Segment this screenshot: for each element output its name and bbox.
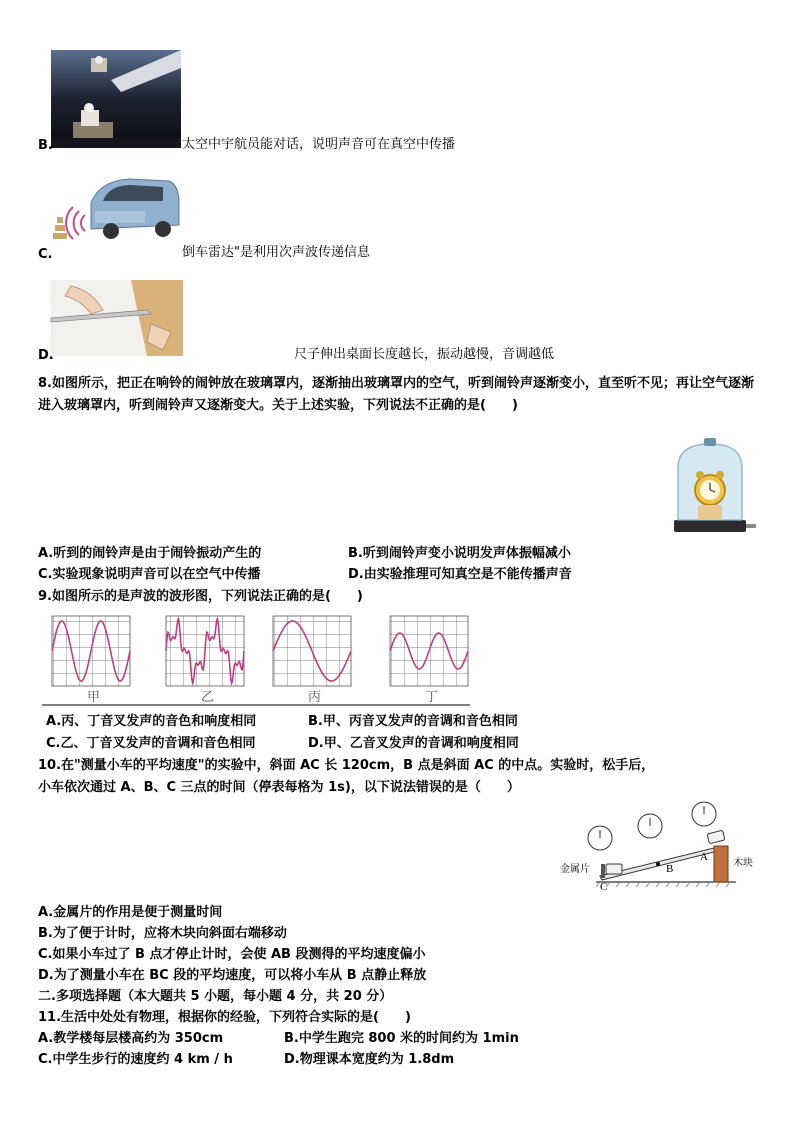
q9-option-b: B.甲、丙音叉发声的音调和音色相同	[308, 714, 518, 729]
waveform-label-jia: 甲	[87, 690, 101, 705]
q8-option-b: B.听到闹铃声变小说明发声体振幅减小	[348, 546, 571, 561]
incline-label-block: 木块	[733, 858, 753, 869]
astronaut-photo	[51, 50, 181, 148]
q7-option-d-letter: D.	[38, 348, 54, 363]
q10-option-c: C.如果小车过了 B 点才停止计时，会使 AB 段测得的平均速度偏小	[38, 947, 426, 962]
q8-option-a: A.听到的闹铃声是由于闹铃振动产生的	[38, 546, 262, 561]
q9-option-c: C.乙、丁音叉发声的音调和音色相同	[46, 736, 256, 751]
q8-stem: 8.如图所示，把正在响铃的闹钟放在玻璃罩内，逐渐抽出玻璃罩内的空气，听到闹铃声逐渐变小，直至听不见；再让空气逐渐进入玻璃罩内，听到闹铃声又逐渐变大。关于上述实验，下列说法不正确的是( )	[38, 376, 754, 413]
ruler-table-image	[51, 280, 183, 356]
car-radar-image	[51, 173, 181, 245]
incline-label-metal: 金属片	[560, 864, 590, 875]
q11-option-a: A.教学楼每层楼高约为 350cm	[38, 1031, 224, 1046]
q9-stem: 9.如图所示的是声波的波形图，下列说法正确的是( )	[38, 589, 363, 604]
q10-stem-line2: 小车依次通过 A、B、C 三点的时间（停表每格为 1s)，以下说法错误的是（ ）	[38, 780, 520, 795]
q7-option-d-text: 尺子伸出桌面长度越长，振动越慢，音调越低	[294, 347, 555, 362]
q10-stem-line1: 10.在"测量小车的平均速度"的实验中，斜面 AC 长 120cm，B 点是斜面 AC 的中点。实验时，松手后，	[38, 758, 655, 773]
q7-option-b-letter: B.	[38, 138, 53, 153]
q9-option-a: A.丙、丁音叉发声的音色和响度相同	[46, 714, 257, 729]
waveform-jia	[52, 616, 130, 686]
q7-option-c-text: 倒车雷达"是利用次声波传递信息	[182, 245, 370, 260]
q10-option-d: D.为了测量小车在 BC 段的平均速度，可以将小车从 B 点静止释放	[38, 968, 427, 983]
q8-option-c: C.实验现象说明声音可以在空气中传播	[38, 567, 261, 582]
waveform-figure	[40, 608, 472, 708]
waveform-ding	[390, 616, 468, 686]
waveform-label-yi: 乙	[201, 690, 215, 705]
q11-stem: 11.生活中处处有物理，根据你的经验，下列符合实际的是( )	[38, 1010, 411, 1025]
waveform-bing	[273, 616, 351, 686]
q9-option-d: D.甲、乙音叉发声的音调和响度相同	[308, 736, 519, 751]
waveform-label-bing: 丙	[308, 690, 322, 705]
section-2-heading: 二.多项选择题（本大题共 5 小题，每小题 4 分，共 20 分）	[38, 989, 393, 1004]
q8-option-d: D.由实验推理可知真空是不能传播声音	[348, 567, 572, 582]
q10-option-b: B.为了便于计时，应将木块向斜面右端移动	[38, 926, 287, 941]
q11-option-c: C.中学生步行的速度约 4 km / h	[38, 1052, 233, 1067]
waveform-yi	[166, 616, 244, 686]
incline-label-a: A	[700, 851, 708, 863]
q10-option-a: A.金属片的作用是便于测量时间	[38, 905, 223, 920]
q11-option-d: D.物理课本宽度约为 1.8dm	[284, 1052, 455, 1067]
q7-option-c-letter: C.	[38, 247, 53, 262]
q7-option-b-text: 太空中宇航员能对话，说明声音可在真空中传播	[182, 137, 456, 152]
incline-label-c: C	[600, 881, 608, 893]
incline-label-b: B	[666, 863, 674, 875]
bell-jar-image	[664, 438, 756, 538]
q11-option-b: B.中学生跑完 800 米的时间约为 1min	[284, 1031, 519, 1046]
waveform-label-ding: 丁	[425, 690, 439, 705]
incline-figure	[560, 800, 760, 892]
